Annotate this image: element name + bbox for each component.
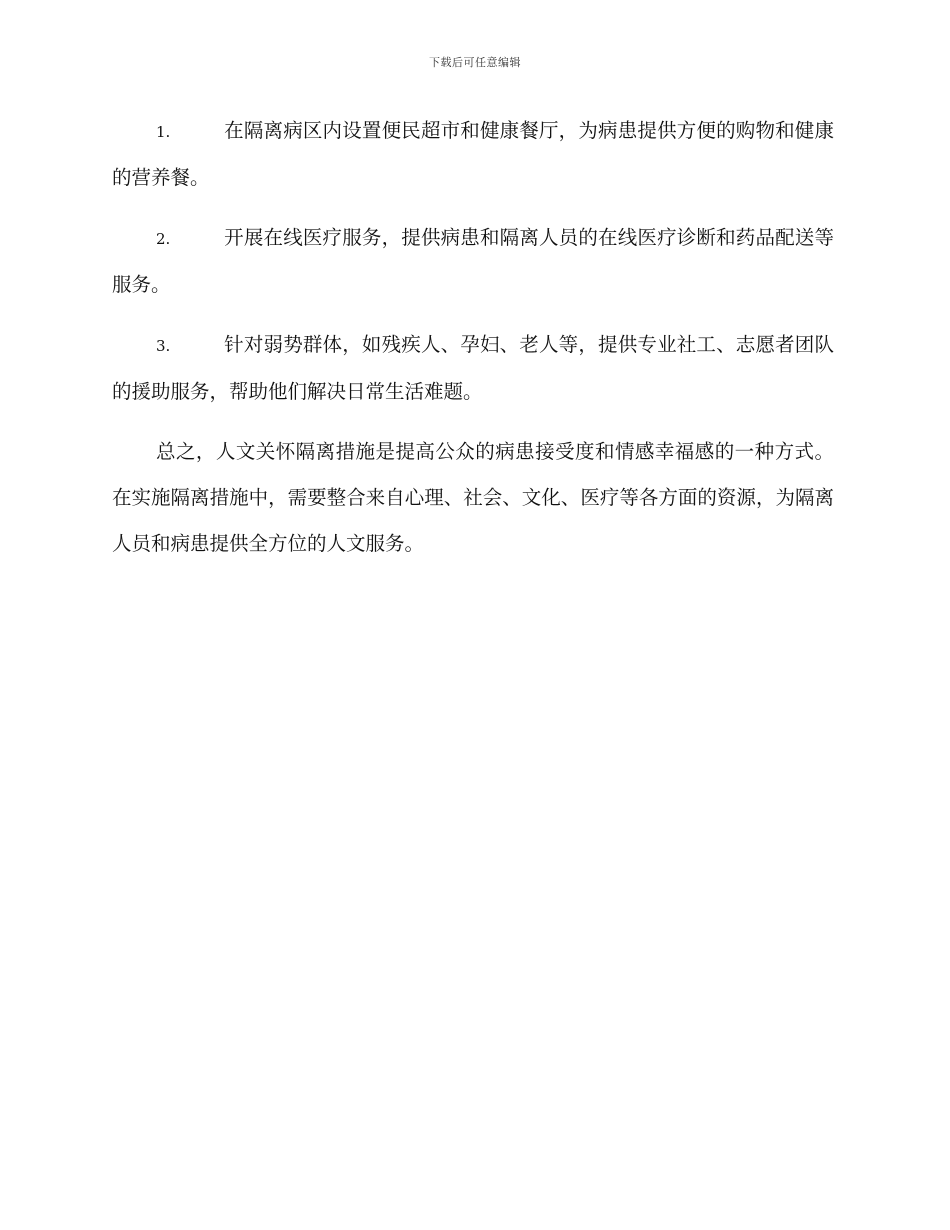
list-item-text: 针对弱势群体，如残疾人、孕妇、老人等，提供专业社工、志愿者团队的援助服务，帮助他们解决日常生活难题。 [112,333,834,403]
list-item-number: 1. [156,123,171,141]
list-item-text: 在隔离病区内设置便民超市和健康餐厅，为病患提供方便的购物和健康的营养餐。 [112,119,834,189]
list-item-number: 2. [156,230,171,248]
list-item-text: 开展在线医疗服务，提供病患和隔离人员的在线医疗诊断和药品配送等服务。 [112,226,834,296]
list-item [112,322,834,415]
list-item-number: 3. [156,337,171,355]
list-item [112,215,834,308]
page-header: 下载后可任意编辑 [429,56,521,69]
document-body [112,108,834,581]
summary-paragraph: 总之，人文关怀隔离措施是提高公众的病患接受度和情感幸福感的一种方式。在实施隔离措施中，需要整合来自心理、社会、文化、医疗等各方面的资源，为隔离人员和病患提供全方位的人文服务。 [112,440,834,555]
list-item [112,108,834,201]
